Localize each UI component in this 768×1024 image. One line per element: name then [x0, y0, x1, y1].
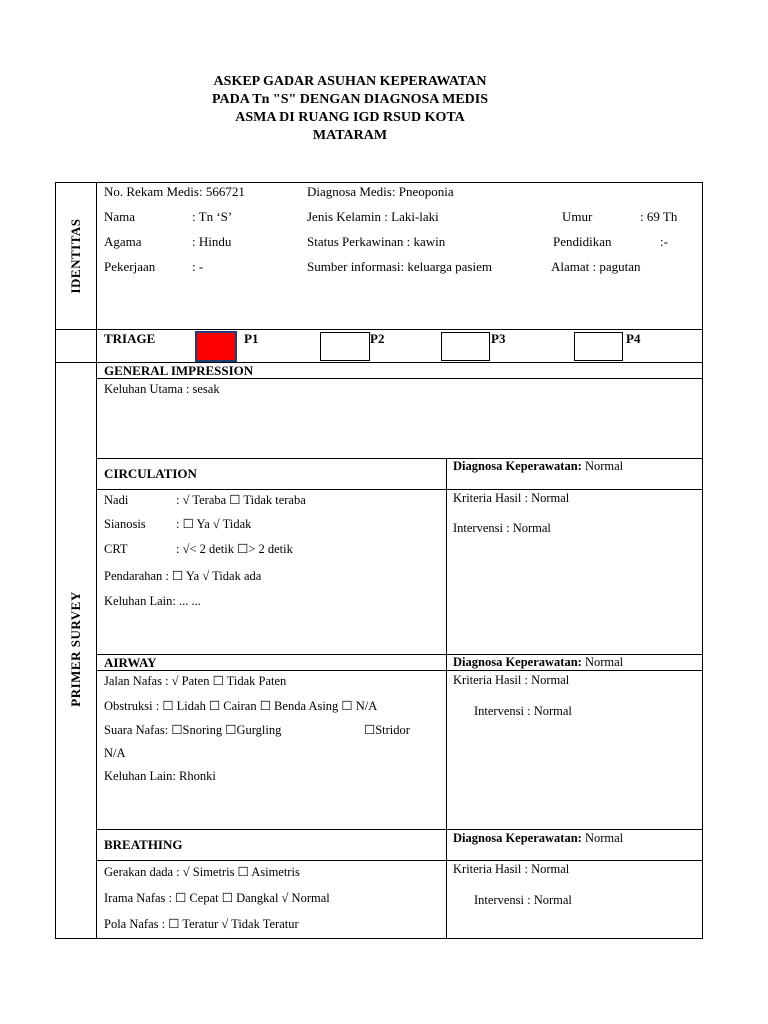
sianosis-value: : ☐ Ya √ Tidak — [176, 517, 252, 531]
circulation-keluhan-lain: Keluhan Lain: ... ... — [104, 594, 201, 608]
diagnosa-medis: Diagnosa Medis: Pneoponia — [307, 184, 454, 199]
triage-p3-label: P3 — [491, 331, 506, 346]
title-line-4: MATARAM — [312, 128, 388, 143]
title-line-2: PADA Tn "S" DENGAN DIAGNOSA MEDIS — [211, 92, 489, 107]
crt-value: : √< 2 detik ☐> 2 detik — [176, 542, 293, 556]
general-impression-heading: GENERAL IMPRESSION — [104, 363, 254, 378]
umur-value: : 69 Th — [640, 209, 678, 224]
airway-kriteria-hasil: Kriteria Hasil : Normal — [453, 673, 570, 687]
breathing-heading: BREATHING — [104, 837, 183, 852]
primer-survey-side-label: PRIMER SURVEY — [68, 591, 83, 707]
sumber-informasi: Sumber informasi: keluarga pasiem — [307, 259, 492, 274]
circulation-diagnosa-label: Diagnosa Keperawatan: — [453, 459, 582, 473]
identitas-side-label: IDENTITAS — [68, 218, 83, 294]
circulation-diagnosa-value: Normal — [581, 459, 624, 473]
airway-heading: AIRWAY — [104, 655, 157, 670]
rekam-medis: No. Rekam Medis: 566721 — [104, 184, 245, 199]
pola-nafas: Pola Nafas : ☐ Teratur √ Tidak Teratur — [104, 917, 299, 931]
suara-nafas: Suara Nafas: ☐Snoring ☐Gurgling — [104, 723, 282, 737]
airway-keluhan-lain: Keluhan Lain: Rhonki — [104, 769, 216, 783]
nama-label: Nama — [104, 209, 136, 224]
circulation-intervensi: Intervensi : Normal — [453, 521, 551, 535]
stridor: ☐Stridor — [364, 723, 410, 737]
triage-label: TRIAGE — [104, 331, 156, 346]
umur-label: Umur — [562, 209, 593, 224]
crt-label: CRT — [104, 542, 128, 556]
triage-p3-box[interactable] — [441, 332, 490, 361]
breathing-diagnosa-label: Diagnosa Keperawatan: — [453, 831, 582, 845]
gerakan-dada: Gerakan dada : √ Simetris ☐ Asimetris — [104, 865, 300, 879]
pekerjaan-label: Pekerjaan — [104, 259, 156, 274]
pendidikan-label: Pendidikan — [553, 234, 612, 249]
jenis-kelamin: Jenis Kelamin : Laki-laki — [307, 209, 439, 224]
agama-value: : Hindu — [192, 234, 232, 249]
triage-p4-box[interactable] — [574, 332, 623, 361]
keluhan-utama: Keluhan Utama : sesak — [104, 382, 220, 396]
airway-diagnosa — [453, 654, 623, 670]
triage-p1-label: P1 — [244, 331, 259, 346]
circulation-heading: CIRCULATION — [104, 466, 197, 481]
breathing-diagnosa-value: Normal — [581, 831, 624, 845]
document-title — [0, 73, 700, 145]
jalan-nafas: Jalan Nafas : √ Paten ☐ Tidak Paten — [104, 674, 287, 688]
airway-diagnosa-value: Normal — [581, 655, 624, 669]
nadi-value: : √ Teraba ☐ Tidak teraba — [176, 493, 306, 507]
breathing-kriteria-hasil: Kriteria Hasil : Normal — [453, 862, 570, 876]
sianosis-label: Sianosis — [104, 517, 146, 531]
irama-nafas: Irama Nafas : ☐ Cepat ☐ Dangkal √ Normal — [104, 891, 330, 905]
triage-p2-box[interactable] — [320, 332, 370, 361]
breathing-intervensi: Intervensi : Normal — [474, 893, 572, 907]
title-line-3: ASMA DI RUANG IGD RSUD KOTA — [235, 110, 465, 125]
airway-intervensi: Intervensi : Normal — [474, 704, 572, 718]
pendarahan: Pendarahan : ☐ Ya √ Tidak ada — [104, 569, 262, 583]
airway-na: N/A — [104, 746, 126, 760]
nama-value: : Tn ‘S’ — [192, 209, 233, 224]
triage-p1-box[interactable] — [196, 332, 236, 361]
triage-p2-label: P2 — [370, 331, 385, 346]
circulation-diagnosa — [453, 458, 623, 474]
breathing-diagnosa — [453, 830, 623, 846]
status-perkawinan: Status Perkawinan : kawin — [307, 234, 446, 249]
agama-label: Agama — [104, 234, 142, 249]
alamat: Alamat : pagutan — [551, 259, 641, 274]
airway-diagnosa-label: Diagnosa Keperawatan: — [453, 655, 582, 669]
title-line-1: ASKEP GADAR ASUHAN KEPERAWATAN — [213, 74, 487, 89]
obstruksi: Obstruksi : ☐ Lidah ☐ Cairan ☐ Benda Asing ☐ N/A — [104, 699, 378, 713]
pekerjaan-value: : - — [192, 259, 204, 274]
pendidikan-value: :- — [660, 234, 668, 249]
circulation-kriteria-hasil: Kriteria Hasil : Normal — [453, 491, 570, 505]
nadi-label: Nadi — [104, 493, 129, 507]
triage-p4-label: P4 — [626, 331, 641, 346]
